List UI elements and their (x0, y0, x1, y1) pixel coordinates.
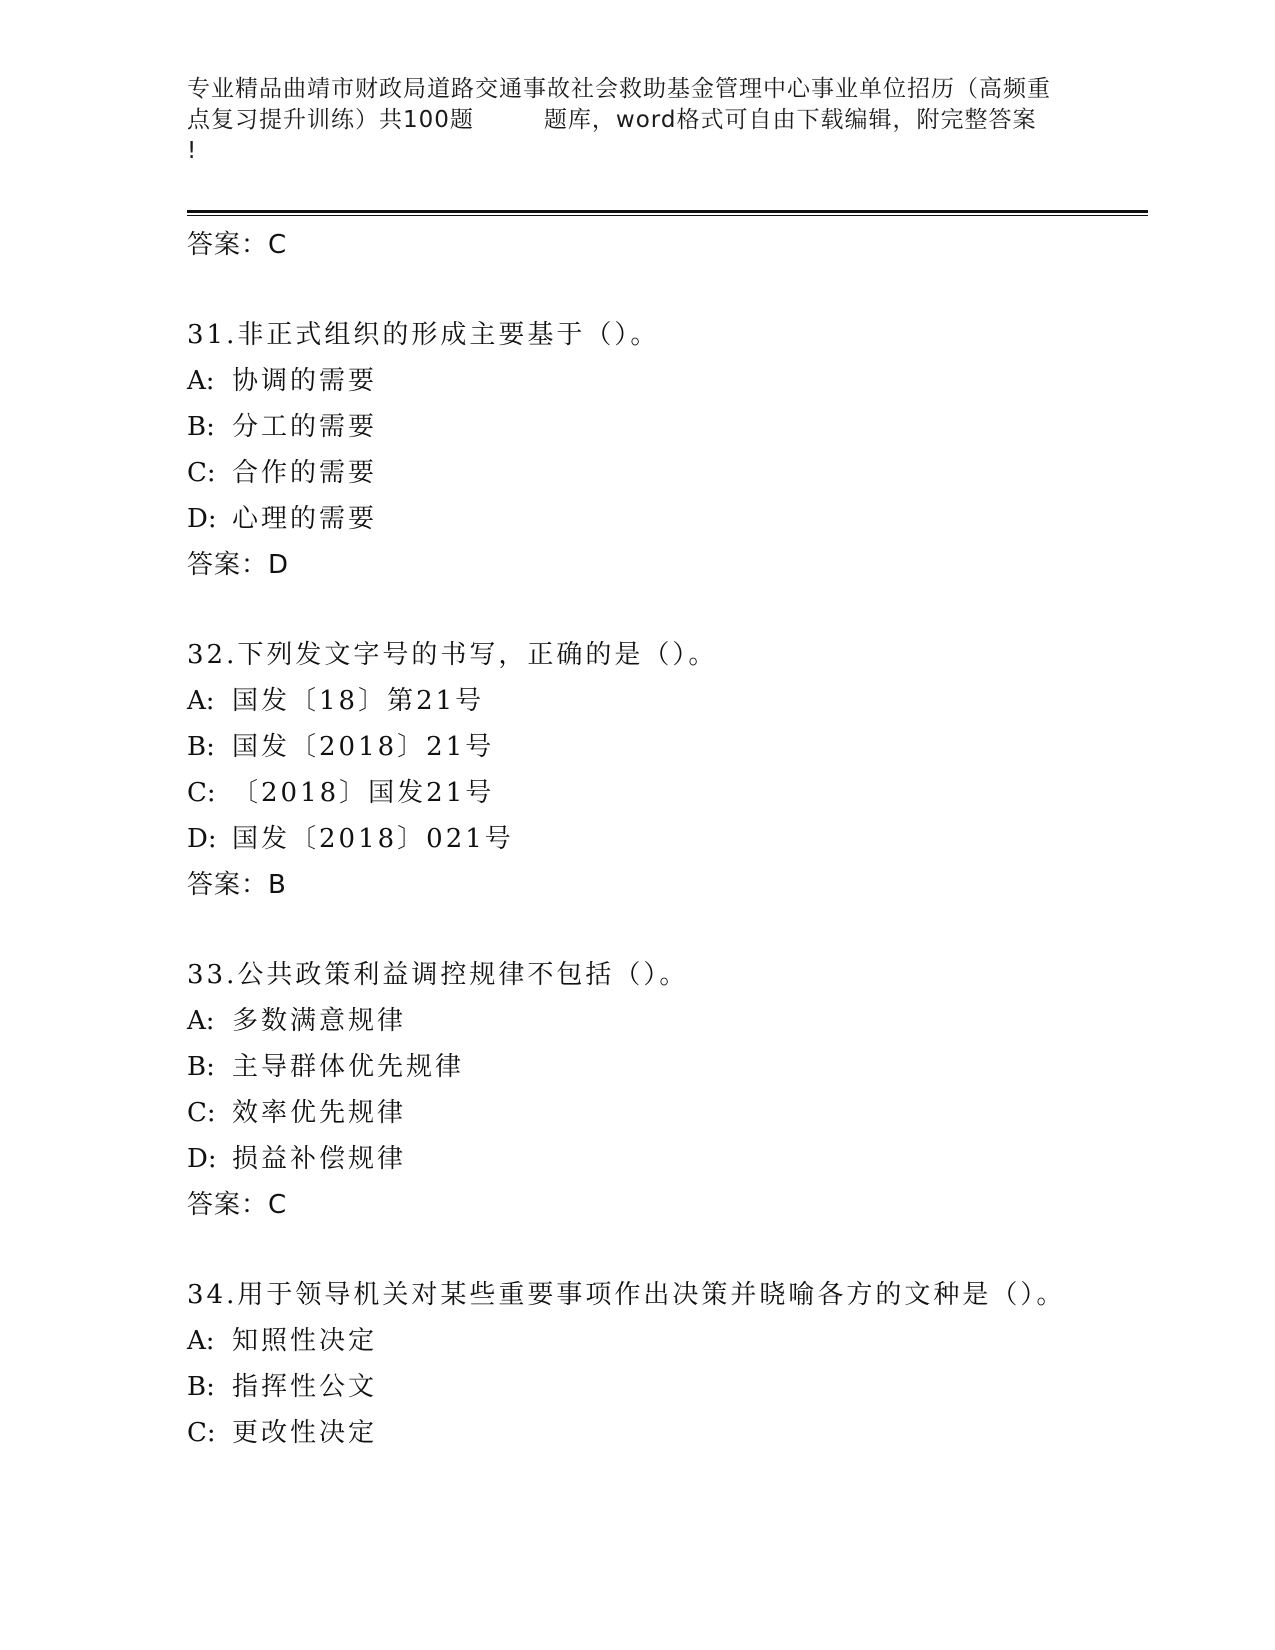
option-c (187, 450, 1147, 496)
option-key: B: (187, 412, 215, 442)
question-block (187, 632, 1147, 908)
header-line-2-right: 题库，word格式可自由下载编辑，附完整答案 (543, 107, 1037, 133)
option-text: 知照性决定 (232, 1326, 378, 1356)
option-c (187, 770, 1147, 816)
option-c (187, 1410, 1147, 1456)
option-text: 更改性决定 (232, 1418, 378, 1448)
answer-line: 答案：B (187, 870, 287, 900)
question-block (187, 952, 1147, 1228)
option-key: A: (187, 1326, 215, 1356)
question-title: 34.用于领导机关对某些重要事项作出决策并晓喻各方的文种是（）。 (187, 1280, 1066, 1310)
option-key: B: (187, 1052, 215, 1082)
option-a (187, 678, 1147, 724)
header-line-2-left: 点复习提升训练）共100题 (187, 107, 474, 133)
option-d (187, 1136, 1147, 1182)
question-block (187, 1272, 1147, 1456)
option-key: A: (187, 686, 215, 716)
option-key: C: (187, 778, 216, 808)
answer-line: 答案：C (187, 230, 288, 260)
option-key: A: (187, 366, 215, 396)
option-b (187, 724, 1147, 770)
option-text: 合作的需要 (232, 458, 378, 488)
option-text: 多数满意规律 (232, 1006, 407, 1036)
option-key: B: (187, 732, 215, 762)
header-line-1: 专业精品曲靖市财政局道路交通事故社会救助基金管理中心事业单位招历（高频重 (187, 76, 1051, 102)
header-line-2 (187, 105, 1087, 136)
option-text: 协调的需要 (232, 366, 378, 396)
option-c (187, 1090, 1147, 1136)
option-text: 分工的需要 (232, 412, 378, 442)
header-divider-thick (187, 210, 1148, 213)
option-text: 主导群体优先规律 (232, 1052, 465, 1082)
header-line-3: ! (187, 138, 198, 164)
option-key: C: (187, 458, 216, 488)
option-b (187, 1044, 1147, 1090)
question-title: 33.公共政策利益调控规律不包括（）。 (187, 960, 689, 990)
option-key: D: (187, 504, 217, 534)
header-divider-thin (187, 215, 1148, 216)
question-title: 32.下列发文字号的书写，正确的是（）。 (187, 640, 718, 670)
option-text: 国发〔2018〕21号 (232, 732, 495, 762)
option-d (187, 496, 1147, 542)
question-list (187, 222, 1147, 1456)
option-key: C: (187, 1418, 216, 1448)
option-text: 指挥性公文 (232, 1372, 378, 1402)
document-header (187, 74, 1087, 167)
option-text: 损益补偿规律 (232, 1144, 407, 1174)
answer-line: 答案：C (187, 1190, 288, 1220)
question-block (187, 312, 1147, 588)
option-a (187, 358, 1147, 404)
option-key: D: (187, 824, 217, 854)
question-title: 31.非正式组织的形成主要基于（）。 (187, 320, 660, 350)
option-text: 〔2018〕国发21号 (232, 778, 495, 808)
option-d (187, 816, 1147, 862)
answer-line: 答案：D (187, 550, 290, 580)
option-key: A: (187, 1006, 215, 1036)
option-a (187, 998, 1147, 1044)
option-text: 国发〔2018〕021号 (232, 824, 514, 854)
option-key: C: (187, 1098, 216, 1128)
option-b (187, 404, 1147, 450)
option-key: B: (187, 1372, 215, 1402)
option-text: 国发〔18〕第21号 (232, 686, 485, 716)
option-text: 心理的需要 (232, 504, 378, 534)
option-text: 效率优先规律 (232, 1098, 407, 1128)
option-key: D: (187, 1144, 217, 1174)
option-a (187, 1318, 1147, 1364)
option-b (187, 1364, 1147, 1410)
